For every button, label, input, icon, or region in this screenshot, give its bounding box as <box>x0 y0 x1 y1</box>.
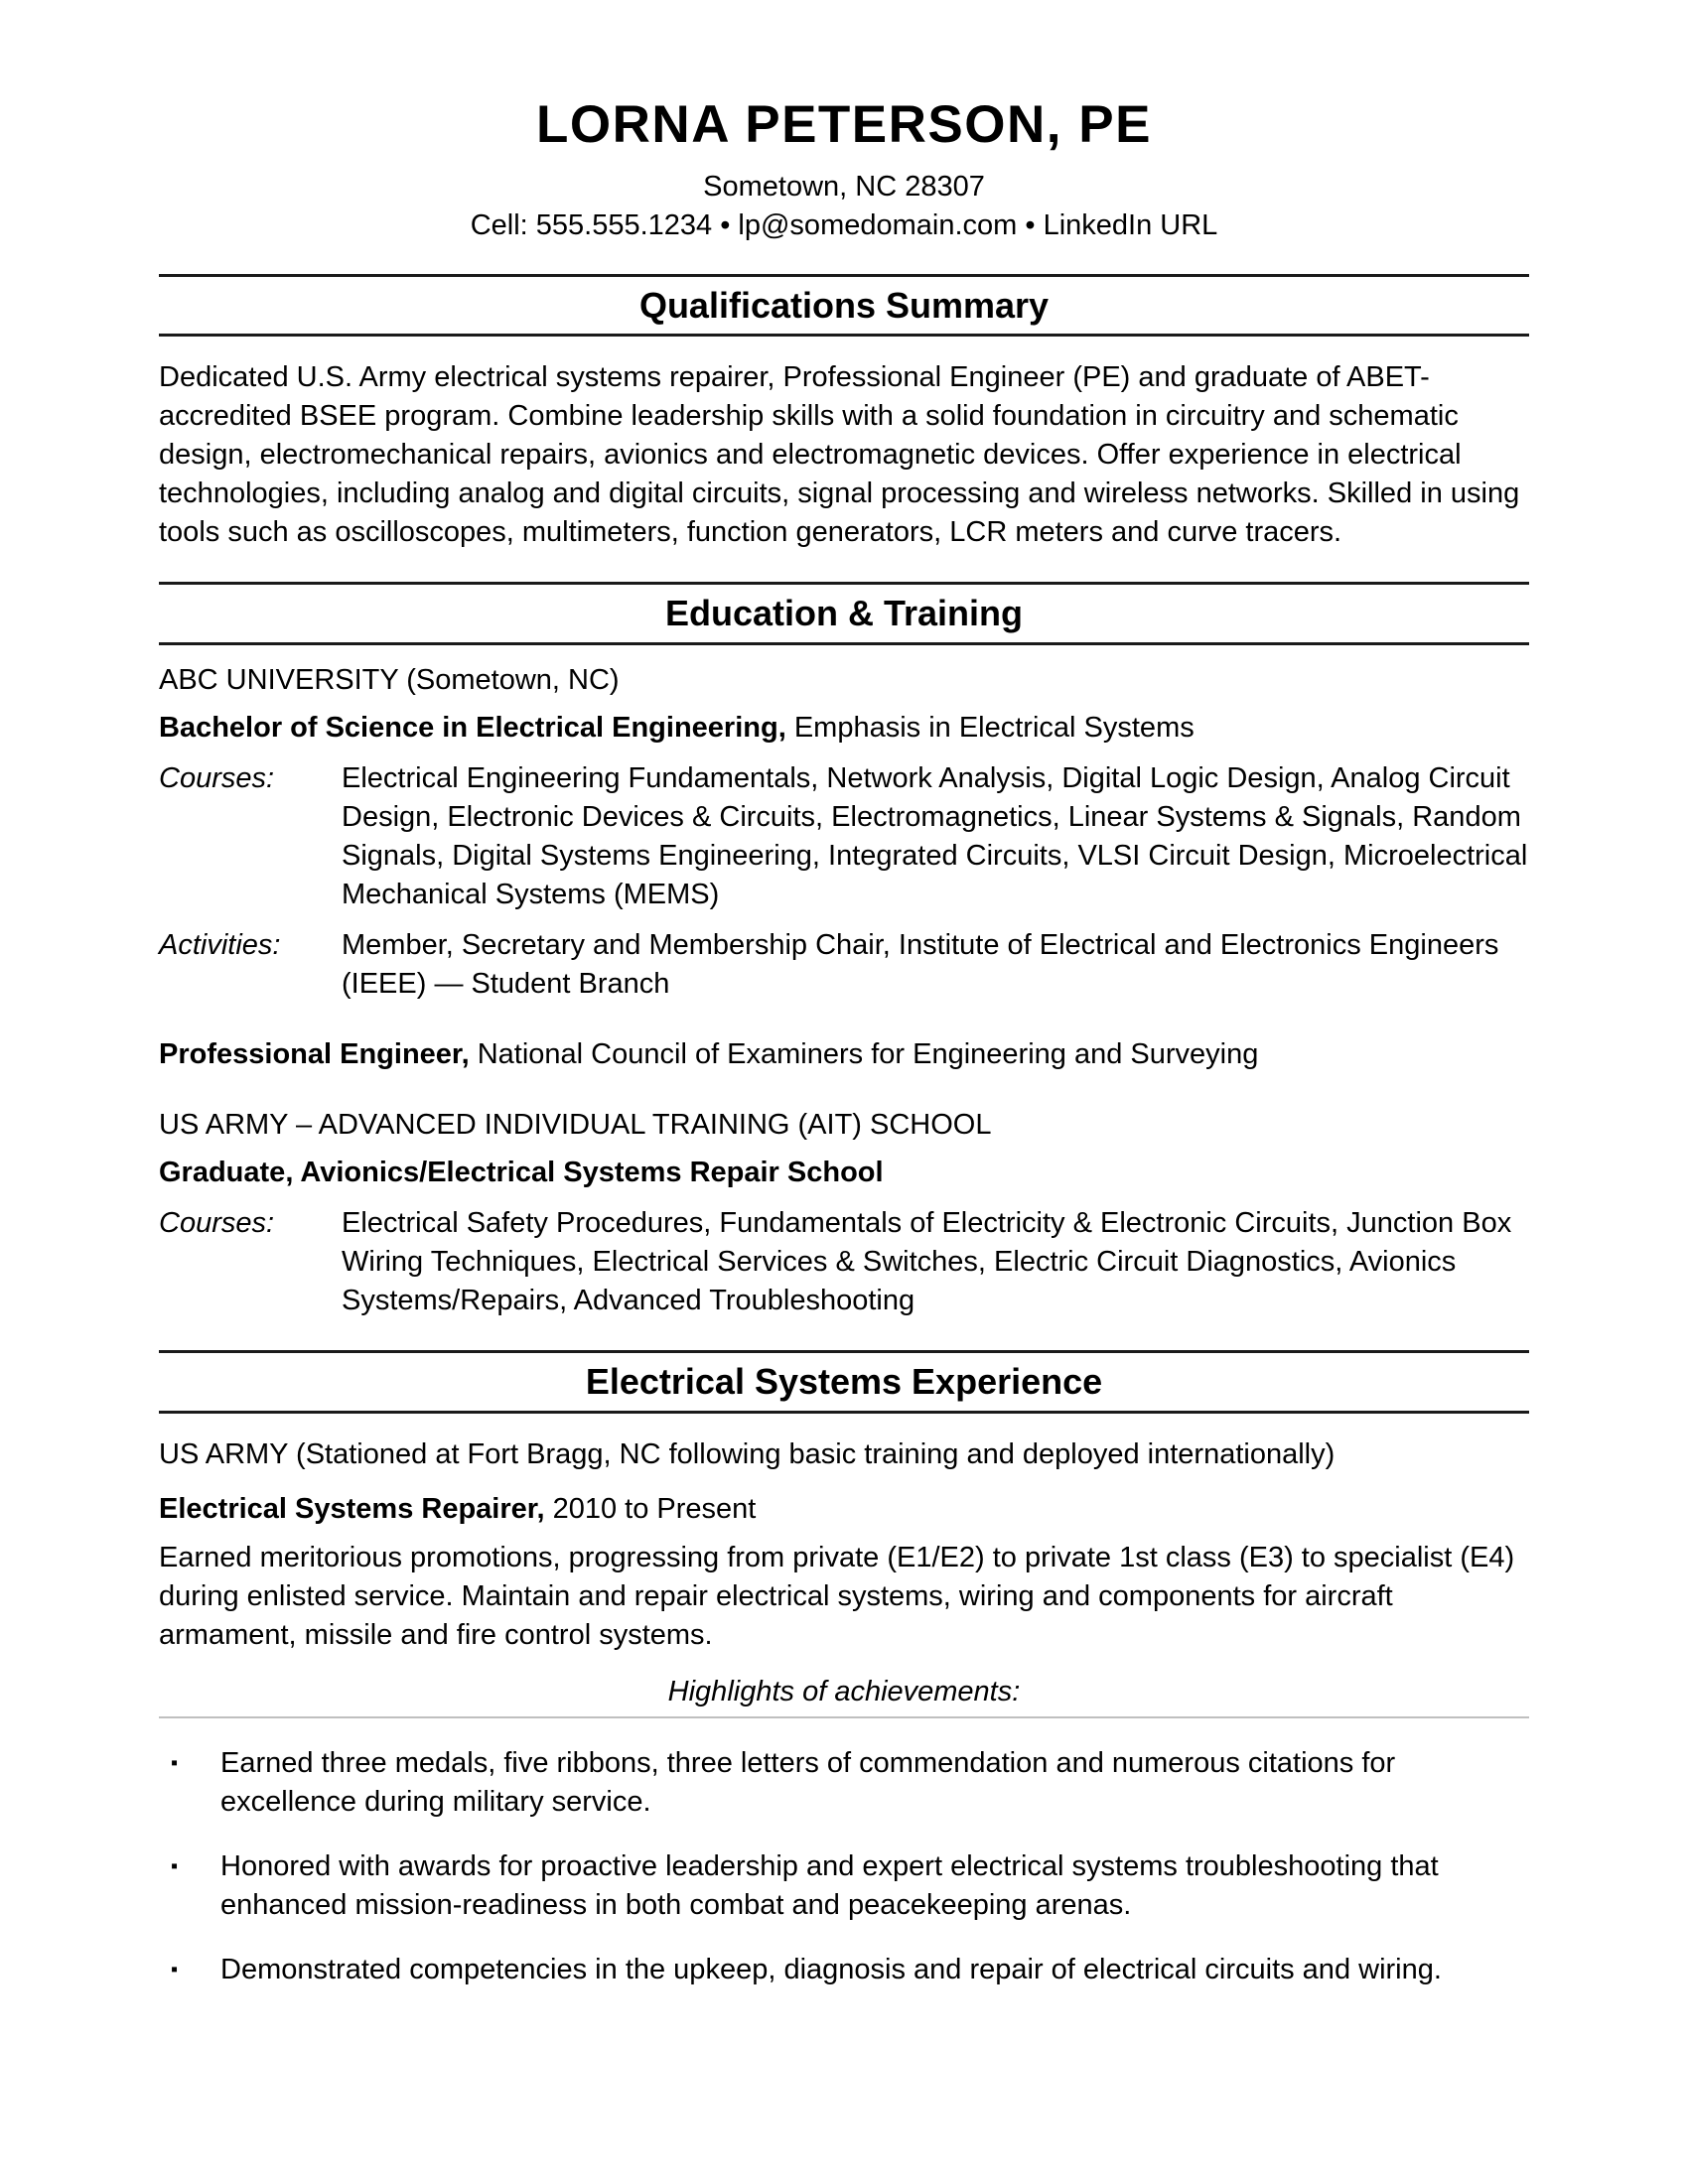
highlight-text: Earned three medals, five ribbons, three letters of commendation and numerous citations for excellence during military service. <box>220 1746 1396 1818</box>
section-heading-experience <box>159 1350 1529 1414</box>
section-rule-bottom <box>159 642 1529 645</box>
experience-job-dates: 2010 to Present <box>544 1492 757 1525</box>
bullet-square-icon: ▪ <box>171 1751 179 1774</box>
education-degree-title: Bachelor of Science in Electrical Engineering, <box>159 712 786 745</box>
qualifications-summary-text: Dedicated U.S. Army electrical systems repairer, Professional Engineer (PE) and graduate of ABET-accredited BSEE program. Combine leadership skills with a solid foundation in circuitry and schematic design, electromechanical repairs, avionics and electromagnetic devices. Offer experience in electrical technologies, including analog and digital circuits, signal processing and wireless networks. Skilled in using tools such as oscilloscopes, multimeters, function generators, LCR meters and curve tracers. <box>159 361 1520 549</box>
experience-job-title-row <box>159 1490 1529 1529</box>
resume-header <box>159 0 1529 244</box>
education-courses-text: Electrical Engineering Fundamentals, Network Analysis, Digital Logic Design, Analog Circuit Design, Electronic Devices & Circuits, Electromagnetics, Linear Systems & Signals, Random Signals, Digital Systems Engineering, Integrated Circuits, VLSI Circuit Design, Microelectrical Mechanical Systems (MEMS) <box>342 762 1528 911</box>
education-degree-emphasis: Emphasis in Electrical Systems <box>785 712 1195 745</box>
list-item <box>159 1951 1529 1989</box>
bullet-square-icon: ▪ <box>171 1958 179 1980</box>
section-title-experience: Electrical Systems Experience <box>585 1361 1103 1403</box>
section-heading-qualifications <box>159 274 1529 338</box>
education-license-body: National Council of Examiners for Engineering and Surveying <box>469 1038 1259 1071</box>
section-heading-education <box>159 582 1529 645</box>
section-title-education: Education & Training <box>664 593 1024 634</box>
highlight-text: Demonstrated competencies in the upkeep, diagnosis and repair of electrical circuits and wiring. <box>220 1953 1442 1985</box>
experience-job-description: Earned meritorious promotions, progressing from private (E1/E2) to private 1st class (E3) to specialist (E4) during enlisted service. Maintain and repair electrical systems, wiring and components for aircraft armament, missile and fire control systems. <box>159 1541 1515 1651</box>
highlight-text: Honored with awards for proactive leadership and expert electrical systems troubleshooting that enhanced mission-readiness in both combat and peacekeeping arenas. <box>220 1849 1439 1921</box>
education-army-school: US ARMY – ADVANCED INDIVIDUAL TRAINING (AIT) SCHOOL <box>159 1109 992 1142</box>
education-license <box>159 1035 1529 1074</box>
bullet-square-icon: ▪ <box>171 1854 179 1877</box>
candidate-name: LORNA PETERSON, PE <box>536 95 1152 154</box>
education-activities-row <box>159 926 1529 1004</box>
experience-job-title: Electrical Systems Repairer, <box>159 1492 545 1525</box>
education-activities-text: Member, Secretary and Membership Chair, Institute of Electrical and Electronics Engineers (IEEE) — Student Branch <box>342 929 1499 1001</box>
education-courses-row <box>159 759 1529 914</box>
list-item <box>159 1744 1529 1822</box>
highlights-divider <box>159 1716 1529 1718</box>
candidate-contact-line: Cell: 555.555.1234 • lp@somedomain.com • LinkedIn URL <box>470 208 1218 241</box>
education-army-courses-text: Electrical Safety Procedures, Fundamentals of Electricity & Electronic Circuits, Junction Box Wiring Techniques, Electrical Services & Switches, Electric Circuit Diagnostics, Avionics Systems/Repairs, Advanced Troubleshooting <box>342 1207 1512 1317</box>
section-rule-bottom <box>159 334 1529 337</box>
section-title-qualifications: Qualifications Summary <box>638 284 1050 326</box>
candidate-location: Sometown, NC 28307 <box>703 171 985 204</box>
education-activities-label: Activities: <box>159 929 281 962</box>
list-item <box>159 1847 1529 1925</box>
education-degree <box>159 709 1529 748</box>
experience-employer: US ARMY (Stationed at Fort Bragg, NC following basic training and deployed internationally) <box>159 1437 1336 1470</box>
education-army-courses-row <box>159 1204 1529 1320</box>
education-courses-label: Courses: <box>159 762 275 795</box>
education-university: ABC UNIVERSITY (Sometown, NC) <box>159 664 620 697</box>
highlights-list <box>159 1744 1529 1989</box>
education-license-title: Professional Engineer, <box>159 1038 470 1071</box>
section-rule-bottom <box>159 1411 1529 1414</box>
highlights-heading: Highlights of achievements: <box>667 1675 1021 1707</box>
education-army-credential: Graduate, Avionics/Electrical Systems Repair School <box>159 1157 884 1189</box>
education-army-courses-label: Courses: <box>159 1207 275 1240</box>
